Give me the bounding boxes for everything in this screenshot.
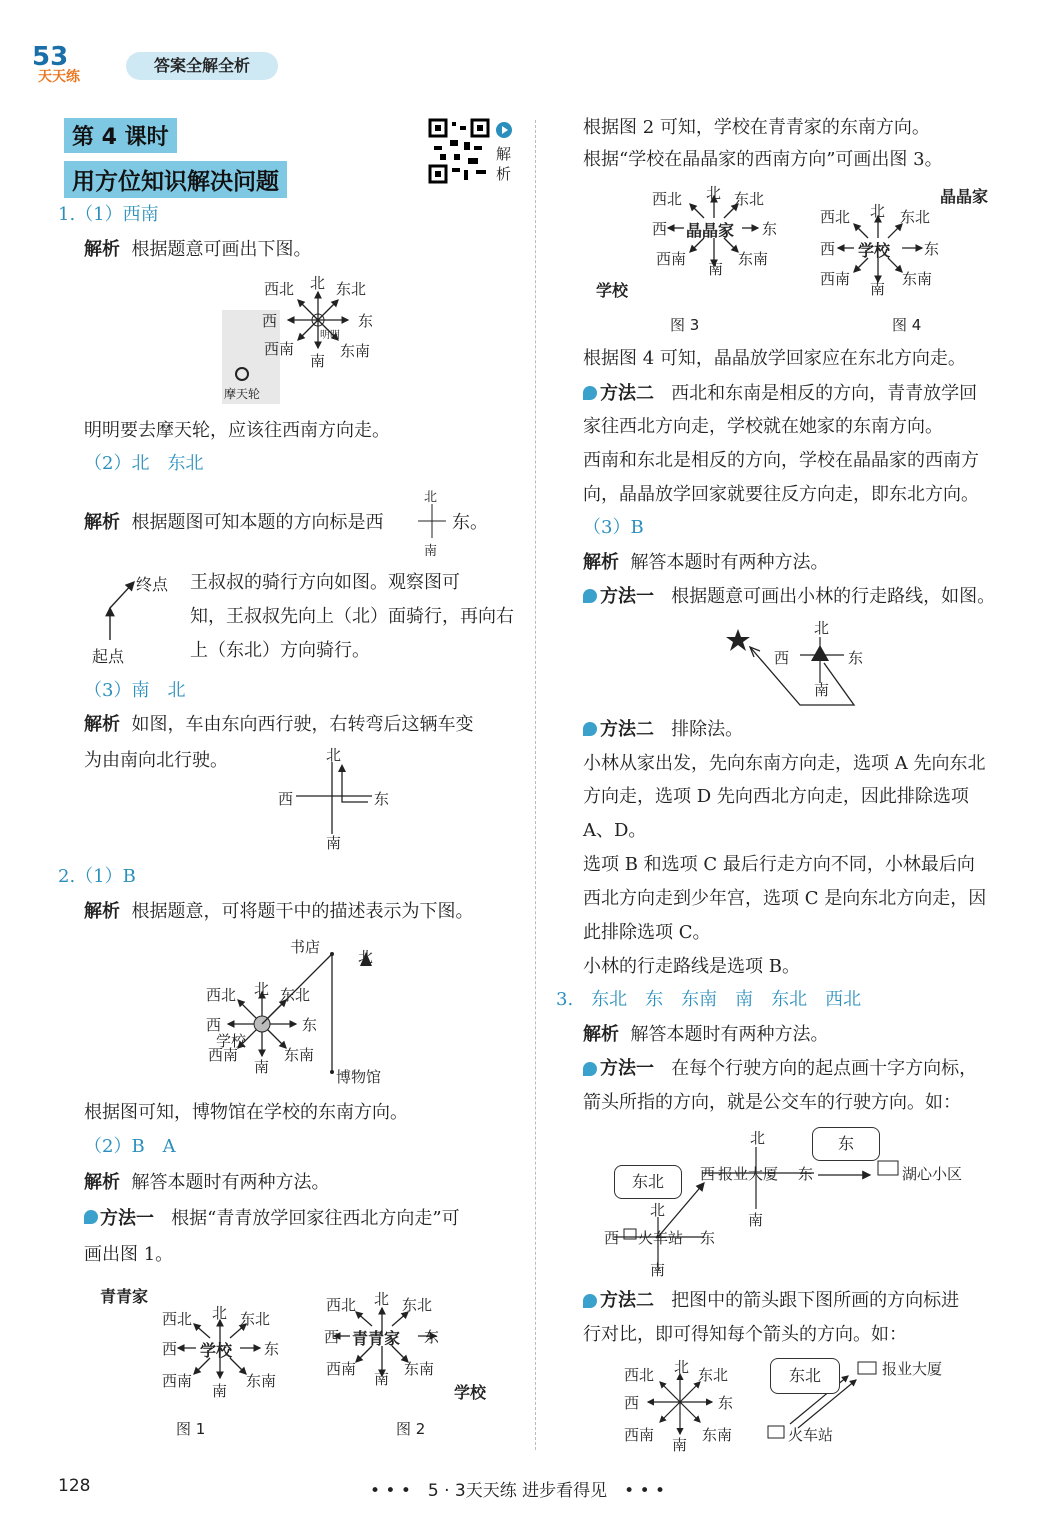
- header-tag: 答案全解全析: [126, 52, 278, 80]
- method-marker-icon: [583, 1062, 597, 1076]
- lesson-number: 第 4 课时: [64, 118, 177, 153]
- qr-code-icon[interactable]: [428, 118, 490, 184]
- figure-4: 晶晶家 西北 北 东北 西 学校 东 西南 南 东南 图 4: [820, 187, 989, 334]
- lesson-title-block: [64, 118, 287, 198]
- qr-label: 解析: [496, 145, 512, 183]
- method-marker-icon: [583, 722, 597, 736]
- figure-museum: 书店 北 西北 北 东北 西 东 学校 西南 南 东南 博物馆: [206, 938, 382, 1086]
- explain-1-2: 解析 根据题图可知本题的方向标是西: [84, 512, 384, 533]
- answer-1-1: 1.（1）西南: [58, 204, 159, 225]
- play-icon: [496, 122, 512, 138]
- figure-xiaolin-route: 北 西 东 南: [720, 615, 880, 715]
- column-divider: [535, 120, 536, 1450]
- lesson-title: 用方位知识解决问题: [64, 161, 287, 198]
- answer-2-1: 2.（1）B: [58, 866, 136, 887]
- figure-car-turn: 北 南 西 东: [278, 746, 390, 852]
- conclusion-2-1: 根据图可知，博物馆在学校的东南方向。: [84, 1102, 408, 1123]
- page-number: 128: [58, 1476, 91, 1496]
- answer-2-3: （3）B: [583, 517, 644, 538]
- answer-3: 3. 东北 东 东南 南 东北 西北: [556, 989, 862, 1010]
- method-marker-icon: [583, 386, 597, 400]
- footer-slogan: • • • 5 · 3天天练 进步看得见 • • •: [370, 1481, 666, 1501]
- svg-text:53: 53: [32, 42, 69, 72]
- conclusion-1-1: 明明要去摩天轮，应该往西南方向走。: [84, 420, 390, 441]
- figure-ferris-wheel: 西北 北 东北 西 东 西南 南 东南 明明 摩天轮: [220, 270, 390, 405]
- method-marker-icon: [84, 1210, 98, 1224]
- small-compass: 北 南: [424, 490, 438, 559]
- logo: [30, 35, 120, 85]
- explain-1-1: 解析 根据题意可画出下图。: [84, 239, 312, 260]
- answer-2-2: （2）B A: [84, 1136, 176, 1157]
- figure-bus-route: 东 东北 北 西 报业大厦 东 南 湖心小区 北 西 火车站 东 南: [604, 1129, 963, 1279]
- figure-2: 西北 北 东北 西 青青家 东 西南 南 东南 学校 图 2: [324, 1290, 487, 1438]
- answer-1-3: （3）南 北: [84, 680, 186, 701]
- svg-text:天天练: 天天练: [38, 69, 80, 85]
- figure-compass-compare: 东北 西北 北 东北 西 东 西南 南 东南 报业大厦 火车站: [624, 1358, 943, 1454]
- figure-3: 西北 北 东北 西 晶晶家 东 西南 南 东南 学校 图 3: [596, 184, 778, 334]
- figure-1: 青青家 西北 北 东北 西 学校 东 西南 南 东南 图 1: [100, 1287, 280, 1438]
- answer-1-2: （2）北 东北: [84, 453, 204, 474]
- figure-riding-route: 终点 起点: [92, 575, 169, 666]
- method-marker-icon: [583, 1294, 597, 1308]
- method-marker-icon: [583, 589, 597, 603]
